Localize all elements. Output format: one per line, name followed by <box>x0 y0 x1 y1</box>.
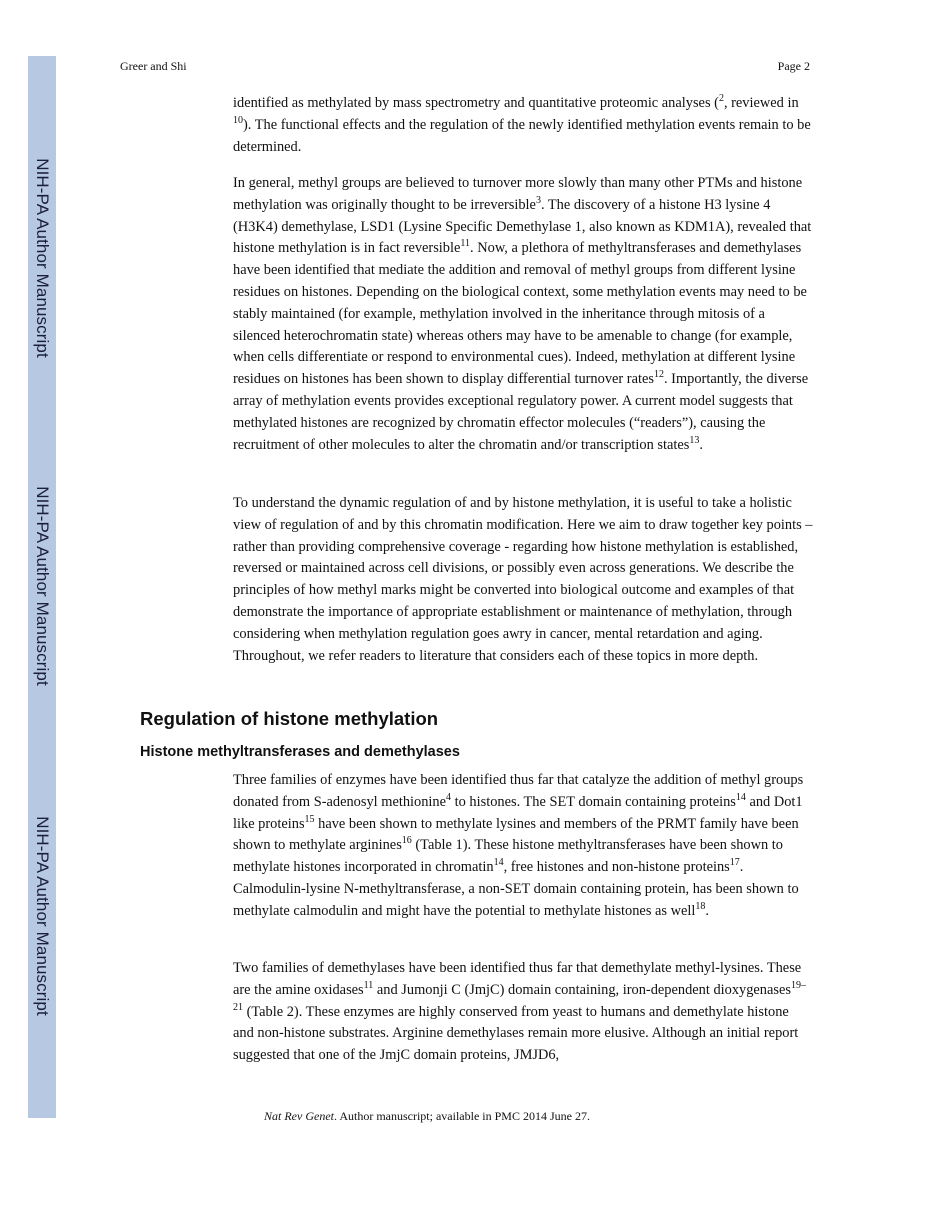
sidebar-label-1: NIH-PA Author Manuscript <box>33 158 52 358</box>
sidebar-label-3: NIH-PA Author Manuscript <box>33 816 52 1016</box>
citation-ref: 17 <box>729 857 740 869</box>
subsection-heading: Histone methyltransferases and demethylases <box>140 744 460 760</box>
citation-ref: 16 <box>401 835 412 847</box>
paragraph-5: Two families of demethylases have been identified thus far that demethylate methyl-lysines. These are the amine oxidases$^{11}$ and Jumonji C (JmjC) domain containing, iron-dependent dioxygenases$^{19-21}$ (Table 2). These enzymes are highly conserved from yeast to humans and demethylate histone and non-histone substrates. Arginine demethylases remain more elusive. Although an initial report suggested that one of the JmjC domain proteins, JMJD6, <box>233 960 806 1064</box>
paragraph-2: In general, methyl groups are believed to turnover more slowly than many other PTMs and histone methylation was originally thought to be irreversible$^3$. The discovery of a histone H3 lysine 4 (H3K4) demethylase, LSD1 (Lysine Specific Demethylase 1, also known as KDM1A), revealed that histone methylation is in fact reversible$^{11}$. Now, a plethora of methyltransferases and demethylases have been identified that mediate the addition and removal of methyl groups from different lysine residues on histones. Depending on the biological context, some methylation events may need to be stably maintained (for example, methylation involved in the inheritance through mitosis of a silenced heterochromatin state) whereas others may have to be amenable to change (for example, when cells differentiate or respond to environmental cues). Indeed, methylation at different lysine residues on histones has been shown to display differential turnover rates$^{12}$. Importantly, the diverse array of methylation events provides exceptional regulatory power. A current model suggests that methylated histones are recognized by chromatin effector molecules (“readers”), causing the recruitment of other molecules to alter the chromatin and/or transcription states$^{13}$. <box>233 175 812 453</box>
citation-ref: 18 <box>695 900 706 912</box>
paragraph-4: Three families of enzymes have been identified thus far that catalyze the addition of methyl groups donated from S-adenosyl methionine$^4$ to histones. The SET domain containing proteins$^{14}$ and Dot1 like proteins$^{15}$ have been shown to methylate lysines and members of the PRMT family have been shown to methylate arginines$^{16}$ (Table 1). These histone methyltransferases have been shown to methylate histones incorporated in chromatin$^{14}$, free histones and non-histone proteins$^{17}$. Calmodulin-lysine N-methyltransferase, a non-SET domain containing protein, has been shown to methylate calmodulin and might have the potential to methylate histones as well$^{18}$. <box>233 772 804 919</box>
manuscript-sidebar <box>28 56 56 1118</box>
citation-ref: 11 <box>363 980 374 991</box>
citation-ref: 11 <box>460 238 471 250</box>
section-heading: Regulation of histone methylation <box>140 708 439 729</box>
citation-ref: 10 <box>233 115 243 126</box>
paragraph-1: identified as methylated by mass spectrometry and quantitative proteomic analyses ($^2$, reviewed in $^{10}$). The functional effects and the regulation of the newly identified methylation events remain to be determined. <box>233 93 811 155</box>
citation-ref: 12 <box>653 369 664 381</box>
running-header-authors: Greer and Shi <box>120 59 187 73</box>
citation-ref: 2 <box>718 93 724 105</box>
citation-ref: 14 <box>735 792 746 803</box>
sidebar-label-2: NIH-PA Author Manuscript <box>33 486 52 686</box>
journal-name: Nat Rev Genet <box>264 1109 334 1123</box>
citation-ref: 14 <box>493 857 504 869</box>
citation-ref: 19–21 <box>233 980 806 1013</box>
running-header-page: Page 2 <box>777 59 810 73</box>
footer-citation: Nat Rev Genet. Author manuscript; available in PMC 2014 June 27. <box>264 1109 590 1123</box>
citation-ref: 3 <box>535 195 541 206</box>
citation-ref: 13 <box>689 434 700 446</box>
paragraph-3: To understand the dynamic regulation of and by histone methylation, it is useful to take a holistic view of regulation of and by this chromatin modification. Here we aim to draw together key points – rather than providing comprehensive coverage - regarding how histone methylation is established, reversed or maintained across cell divisions, or possibly even across generations. We describe the principles of how methyl marks might be converted into biological outcome and examples of that demonstrate the importance of appropriate establishment or maintenance of methylation, through considering when methylation regulation goes awry in cancer, mental retardation and aging. Throughout, we refer readers to literature that considers each of these topics in more depth. <box>233 495 813 664</box>
citation-ref: 15 <box>304 813 315 825</box>
citation-ref: 4 <box>446 792 452 803</box>
